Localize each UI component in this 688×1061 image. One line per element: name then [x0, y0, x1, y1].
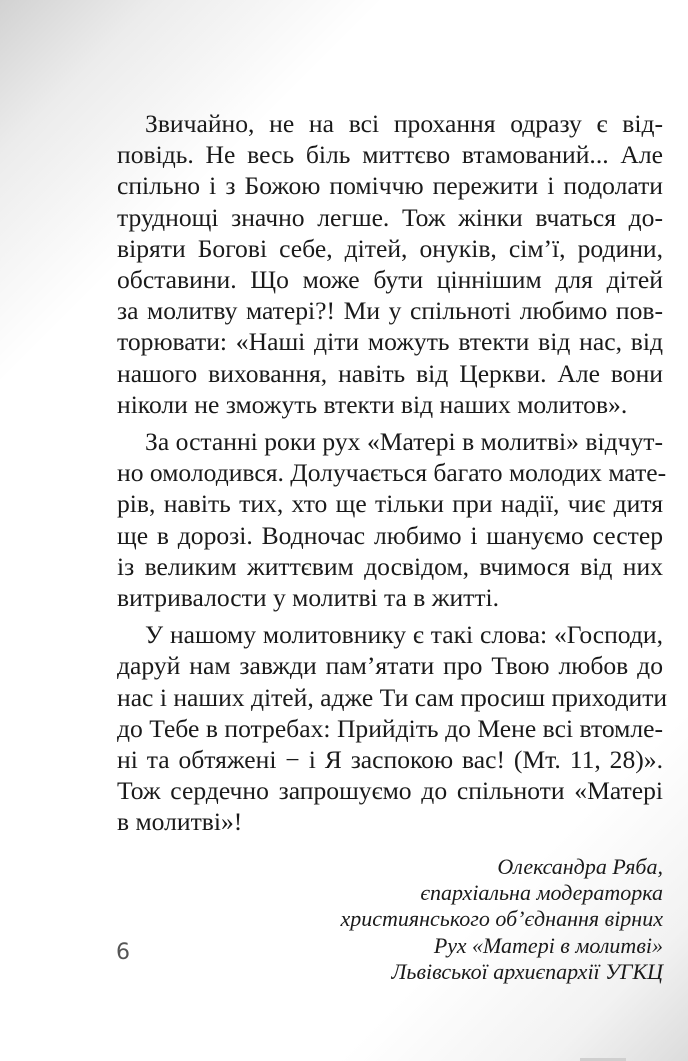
paragraph-2 [117, 426, 667, 613]
text-line: до Тебе в потребах: Прийдіть до Мене всі втомле- [117, 713, 663, 743]
author-title-line: єпархіальна модераторка [420, 880, 663, 906]
text-line: віряти Богові себе, дітей, онуків, сім’ї, родини, [117, 233, 663, 263]
text-line: труднощі значно легше. Тож жінки вчаться до- [117, 202, 663, 232]
text-line: Тож сердечно запрошуємо до спільноти «Матері [117, 776, 663, 806]
text-line: Звичайно, не на всі прохання одразу є від- [145, 109, 663, 138]
author-signature [117, 854, 663, 986]
author-title-line: Рух «Матері в молитві» [433, 932, 663, 958]
text-line: ніколи не зможуть втекти від наших молитов». [117, 389, 628, 419]
text-line: рів, навіть тих, хто ще тільки при надії, чиє дитя [117, 489, 663, 519]
document-page [117, 108, 668, 986]
text-line: ні та обтяжені − і Я заспокою вас! (Мт. 11, 28)». [117, 745, 663, 775]
author-name: Олександра Ряба, [497, 853, 663, 879]
text-line: повідь. Не весь біль миттєво втамований... Але [117, 140, 663, 170]
text-line: но омолодився. Долучається багато молодих мате- [117, 458, 667, 488]
text-line: витривалости у молитві та в житті. [117, 583, 500, 613]
text-line: спільно і з Божою поміччю пережити і подолати [117, 171, 663, 201]
text-line: нас і наших дітей, адже Ти сам просиш приходити [117, 682, 668, 712]
text-line: обставини. Що може бути ціннішим для дітей [117, 265, 663, 295]
paragraph-3 [117, 619, 668, 837]
text-line: в молитві»! [117, 807, 243, 837]
page-number: 6 [116, 940, 130, 965]
text-line: торювати: «Наші діти можуть втекти від нас, від [117, 327, 663, 357]
paragraph-1 [117, 108, 663, 420]
text-line: За останні роки рух «Матері в молитві» відчут- [145, 427, 663, 457]
text-line: нашого виховання, навіть від Церкви. Але вони [117, 358, 663, 388]
text-line: У нашому молитовнику є такі слова: «Господи, [145, 620, 663, 650]
text-line: за молитву матері?! Ми у спільноті любимо пов- [117, 296, 663, 326]
text-line: даруй нам завжди пам’ятати про Твою любов до [117, 651, 663, 681]
author-title-line: Львівської архиєпархії УГКЦ [391, 959, 663, 985]
author-title-line: християнського об’єднання вірних [340, 906, 663, 932]
text-line: ще в дорозі. Водночас любимо і шануємо сестер [117, 520, 663, 550]
text-line: із великим життєвим досвідом, вчимося від них [117, 551, 663, 581]
